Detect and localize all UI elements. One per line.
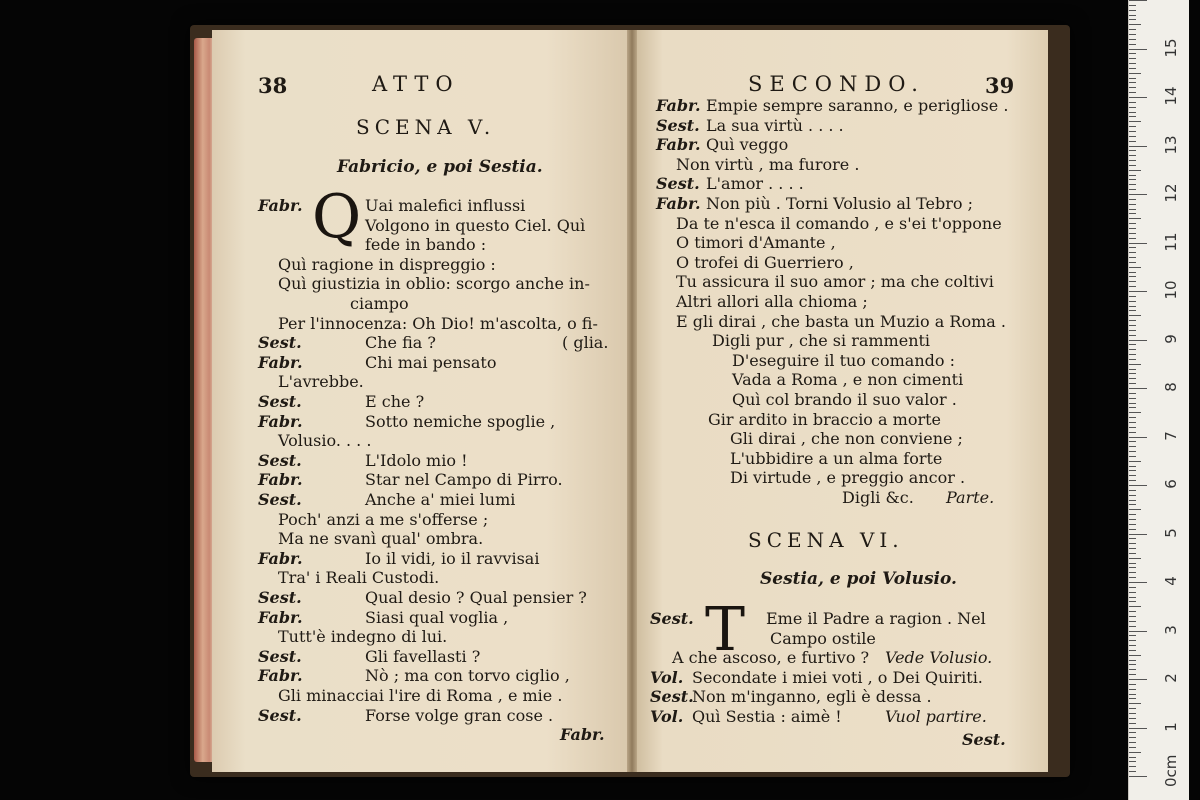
stage-direction: Parte. bbox=[946, 488, 995, 507]
speaker-label: Vol. bbox=[650, 667, 684, 687]
ruler-tick bbox=[1129, 582, 1147, 583]
ruler-tick bbox=[1129, 330, 1136, 331]
right-running-head: SECONDO. bbox=[748, 72, 925, 96]
ruler-tick bbox=[1129, 543, 1136, 544]
speaker-label: Fabr. bbox=[258, 548, 303, 568]
ruler-tick bbox=[1129, 228, 1136, 229]
ruler-tick bbox=[1129, 398, 1136, 399]
ruler-label: 6 bbox=[1162, 479, 1180, 489]
ruler-tick bbox=[1129, 534, 1147, 535]
ruler-tick bbox=[1129, 272, 1136, 273]
verse-line: Quì veggo bbox=[706, 135, 789, 155]
ruler-tick bbox=[1129, 757, 1136, 758]
ruler-tick bbox=[1129, 388, 1147, 389]
ruler-tick bbox=[1129, 674, 1136, 675]
ruler-tick bbox=[1129, 82, 1136, 83]
verse-line: Tutt'è indegno di lui. bbox=[278, 627, 448, 647]
ruler-tick bbox=[1129, 320, 1136, 321]
ruler-tick bbox=[1129, 475, 1136, 476]
ruler-tick bbox=[1129, 262, 1136, 263]
stage-direction: Vuol partire. bbox=[885, 707, 987, 726]
ruler-tick bbox=[1129, 155, 1136, 156]
verse-line: Di virtude , e preggio ancor . bbox=[730, 468, 966, 488]
ruler-tick bbox=[1129, 451, 1136, 452]
ruler-tick bbox=[1129, 146, 1147, 147]
ruler-label: 13 bbox=[1162, 134, 1180, 155]
verse-line: L'Idolo mio ! bbox=[365, 450, 468, 470]
speaker-label: Sest. bbox=[258, 705, 302, 725]
verse-line: fede in bando : bbox=[365, 235, 487, 255]
ruler-tick bbox=[1129, 718, 1136, 719]
ruler-tick bbox=[1129, 209, 1136, 210]
speaker-label: Fabr. bbox=[258, 352, 303, 372]
ruler-tick bbox=[1129, 713, 1136, 714]
verse-line: Gli dirai , che non conviene ; bbox=[730, 429, 963, 449]
ruler-tick bbox=[1129, 393, 1136, 394]
verse-line: Io il vidi, io il ravvisai bbox=[365, 548, 540, 568]
ruler-tick bbox=[1129, 500, 1136, 501]
ruler-tick bbox=[1129, 238, 1136, 239]
ruler-tick bbox=[1129, 233, 1136, 234]
ruler-tick bbox=[1129, 456, 1136, 457]
verse-line: Tu assicura il suo amor ; ma che coltivi bbox=[676, 272, 994, 292]
speaker-label: Fabr. bbox=[258, 411, 303, 431]
ruler-tick bbox=[1129, 669, 1136, 670]
verse-line: Nò ; ma con torvo ciglio , bbox=[365, 666, 570, 686]
ruler-tick bbox=[1129, 344, 1136, 345]
right-scene-title: SCENA VI. bbox=[748, 528, 904, 552]
ruler-tick bbox=[1129, 563, 1136, 564]
speaker-label: Vol. bbox=[650, 707, 684, 726]
ruler-tick bbox=[1129, 34, 1136, 35]
speaker-label: Sest. bbox=[650, 609, 694, 628]
verse-line: Vada a Roma , e non cimenti bbox=[732, 370, 964, 390]
ruler-tick bbox=[1129, 281, 1136, 282]
verse-line: Gli favellasti ? bbox=[365, 646, 481, 666]
ruler-tick bbox=[1129, 417, 1136, 418]
ruler-label: 1 bbox=[1162, 721, 1180, 732]
ruler-tick bbox=[1129, 422, 1136, 423]
ruler-tick bbox=[1129, 606, 1141, 607]
speaker-label: Sest. bbox=[258, 588, 302, 607]
verse-line: Quì col brando il suo valor . bbox=[732, 390, 957, 409]
ruler-tick bbox=[1129, 44, 1136, 45]
ruler-tick bbox=[1129, 689, 1136, 690]
ruler-tick bbox=[1129, 373, 1136, 374]
speaker-label: Fabr. bbox=[656, 96, 701, 115]
ruler-tick bbox=[1129, 558, 1141, 559]
verse-line: Tra' i Reali Custodi. bbox=[278, 568, 440, 588]
verse-line: Poch' anzi a me s'offerse ; bbox=[278, 509, 489, 529]
verse-line: Digli &c. bbox=[842, 488, 914, 507]
ruler-tick bbox=[1129, 213, 1136, 214]
ruler-label: 11 bbox=[1162, 231, 1180, 252]
speaker-label: Fabr. bbox=[258, 470, 303, 490]
ruler-tick bbox=[1129, 136, 1136, 137]
ruler-tick bbox=[1129, 359, 1136, 360]
verse-line: Eme il Padre a ragion . Nel bbox=[766, 609, 986, 628]
ruler-tick bbox=[1129, 354, 1136, 355]
ruler-label: 3 bbox=[1162, 624, 1180, 635]
verse-line: Forse volge gran cose . bbox=[365, 705, 554, 725]
ruler-tick bbox=[1129, 131, 1136, 132]
ruler-tick bbox=[1129, 737, 1136, 738]
ruler-tick bbox=[1129, 276, 1136, 277]
ruler-tick bbox=[1129, 116, 1136, 117]
ruler-tick bbox=[1129, 621, 1136, 622]
ruler-tick bbox=[1129, 437, 1147, 438]
ruler-tick bbox=[1129, 364, 1141, 365]
ruler-tick bbox=[1129, 121, 1141, 122]
ruler-label: 8 bbox=[1162, 382, 1180, 392]
ruler-tick bbox=[1129, 291, 1147, 292]
verse-line: Per l'innocenza: Oh Dio! m'ascolta, o fi- bbox=[278, 313, 598, 333]
ruler-tick bbox=[1129, 466, 1136, 467]
ruler-tick bbox=[1129, 243, 1147, 244]
ruler-tick bbox=[1129, 660, 1136, 661]
ruler-tick bbox=[1129, 403, 1136, 404]
verse-line: Qual desio ? Qual pensier ? bbox=[365, 588, 587, 607]
ruler-tick bbox=[1129, 58, 1136, 59]
ruler-tick bbox=[1129, 698, 1136, 699]
right-drop-cap: T bbox=[705, 595, 746, 665]
verse-line: Altri allori alla chioma ; bbox=[676, 292, 868, 311]
ruler-tick bbox=[1129, 349, 1136, 350]
ruler-tick bbox=[1129, 485, 1147, 486]
ruler-tick bbox=[1129, 335, 1136, 336]
ruler-tick bbox=[1129, 548, 1136, 549]
ruler-tick bbox=[1129, 165, 1136, 166]
ruler-tick bbox=[1129, 708, 1136, 709]
ruler-tick bbox=[1129, 747, 1136, 748]
ruler-tick bbox=[1129, 286, 1136, 287]
verse-line: Gli minacciai l'ire di Roma , e mie . bbox=[278, 686, 563, 705]
verse-line: Empie sempre saranno, e perigliose . bbox=[706, 96, 1009, 115]
ruler-tick bbox=[1129, 15, 1136, 16]
verse-line: Quì giustizia in oblio: scorgo anche in- bbox=[278, 274, 590, 294]
ruler-tick bbox=[1129, 679, 1147, 680]
ruler-tick bbox=[1129, 170, 1141, 171]
ruler-tick bbox=[1129, 223, 1136, 224]
speaker-label: Fabr. bbox=[656, 135, 701, 155]
ruler-tick bbox=[1129, 189, 1136, 190]
speaker-label: Fabr. bbox=[258, 196, 303, 215]
ruler-tick bbox=[1129, 752, 1141, 753]
ruler-tick bbox=[1129, 427, 1136, 428]
ruler-tick bbox=[1129, 766, 1136, 767]
ruler-tick bbox=[1129, 490, 1136, 491]
ruler-label: 4 bbox=[1162, 576, 1180, 586]
ruler-tick bbox=[1129, 218, 1141, 219]
ruler-tick bbox=[1129, 10, 1136, 11]
ruler-tick bbox=[1129, 553, 1136, 554]
verse-line: Anche a' miei lumi bbox=[365, 490, 516, 509]
ruler-tick bbox=[1129, 650, 1136, 651]
ruler-tick bbox=[1129, 432, 1136, 433]
ruler-tick bbox=[1129, 306, 1136, 307]
stage-direction: ( glia. bbox=[562, 333, 609, 353]
ruler-tick bbox=[1129, 771, 1136, 772]
left-catchword: Fabr. bbox=[560, 725, 605, 744]
verse-line: A che ascoso, e furtivo ? bbox=[672, 648, 870, 668]
verse-line: Da te n'esca il comando , e s'ei t'oppone bbox=[676, 213, 1002, 233]
verse-line: Volusio. . . . bbox=[278, 431, 372, 451]
stage-direction: Vede Volusio. bbox=[885, 648, 993, 668]
ruler-tick bbox=[1129, 631, 1147, 632]
ruler-tick bbox=[1129, 315, 1141, 316]
ruler-tick bbox=[1129, 141, 1136, 142]
verse-line: Campo ostile bbox=[770, 628, 876, 648]
right-catchword: Sest. bbox=[962, 730, 1006, 749]
ruler-tick bbox=[1129, 0, 1147, 1]
left-running-head: ATTO bbox=[372, 72, 460, 96]
verse-line: Chi mai pensato bbox=[365, 352, 497, 372]
ruler-tick bbox=[1129, 92, 1136, 93]
ruler-tick bbox=[1129, 78, 1136, 79]
ruler-tick bbox=[1129, 480, 1136, 481]
ruler-tick bbox=[1129, 495, 1136, 496]
verse-line: D'eseguire il tuo comando : bbox=[732, 350, 955, 370]
ruler-tick bbox=[1129, 369, 1136, 370]
ruler-tick bbox=[1129, 199, 1136, 200]
ruler-tick bbox=[1129, 645, 1136, 646]
ruler-tick bbox=[1129, 509, 1141, 510]
speaker-label: Fabr. bbox=[258, 666, 303, 686]
ruler-tick bbox=[1129, 247, 1136, 248]
ruler-tick bbox=[1129, 19, 1136, 20]
ruler-tick bbox=[1129, 446, 1136, 447]
ruler-tick bbox=[1129, 5, 1136, 6]
speaker-label: Sest. bbox=[650, 687, 694, 707]
ruler-tick bbox=[1129, 252, 1136, 253]
left-scene-characters: Fabricio, e poi Sestia. bbox=[337, 157, 543, 177]
ruler-tick bbox=[1129, 126, 1136, 127]
ruler-tick bbox=[1129, 524, 1136, 525]
ruler-tick bbox=[1129, 597, 1136, 598]
ruler-tick bbox=[1129, 626, 1136, 627]
ruler-tick bbox=[1129, 107, 1136, 108]
verse-line: L'ubbidire a un alma forte bbox=[730, 448, 943, 468]
ruler-label: 0cm bbox=[1162, 754, 1180, 787]
ruler-tick bbox=[1129, 514, 1136, 515]
verse-line: La sua virtù . . . . bbox=[706, 115, 844, 135]
ruler-tick bbox=[1129, 635, 1136, 636]
left-scene-title: SCENA V. bbox=[356, 115, 496, 139]
ruler-tick bbox=[1129, 611, 1136, 612]
verse-line: Secondate i miei voti , o Dei Quiriti. bbox=[692, 667, 983, 687]
verse-line: Che fia ? bbox=[365, 333, 436, 353]
verse-line: Ma ne svanì qual' ombra. bbox=[278, 529, 484, 549]
verse-line: Gir ardito in braccio a morte bbox=[708, 409, 941, 429]
ruler-tick bbox=[1129, 63, 1136, 64]
verse-line: Siasi qual voglia , bbox=[365, 607, 509, 627]
ruler-tick bbox=[1129, 204, 1136, 205]
ruler-tick bbox=[1129, 694, 1136, 695]
ruler-tick bbox=[1129, 296, 1136, 297]
ruler-tick bbox=[1129, 470, 1136, 471]
book-gutter bbox=[627, 30, 637, 772]
ruler-tick bbox=[1129, 39, 1136, 40]
ruler-tick bbox=[1129, 776, 1147, 777]
ruler-tick bbox=[1129, 87, 1136, 88]
ruler-tick bbox=[1129, 761, 1136, 762]
ruler-tick bbox=[1129, 655, 1141, 656]
ruler-tick bbox=[1129, 703, 1141, 704]
verse-line: O trofei di Guerriero , bbox=[676, 252, 854, 272]
ruler-tick bbox=[1129, 461, 1141, 462]
ruler-tick bbox=[1129, 572, 1136, 573]
ruler-tick bbox=[1129, 577, 1136, 578]
ruler-tick bbox=[1129, 325, 1136, 326]
verse-line: Non m'inganno, egli è dessa . bbox=[692, 687, 932, 707]
ruler-tick bbox=[1129, 160, 1136, 161]
left-page-number: 38 bbox=[258, 73, 288, 98]
speaker-label: Sest. bbox=[258, 646, 302, 666]
speaker-label: Fabr. bbox=[258, 607, 303, 627]
ruler-tick bbox=[1129, 383, 1136, 384]
ruler-tick bbox=[1129, 592, 1136, 593]
ruler-tick bbox=[1129, 97, 1147, 98]
verse-line: L'amor . . . . bbox=[706, 174, 804, 194]
right-scene-characters: Sestia, e poi Volusio. bbox=[760, 569, 957, 589]
ruler-tick bbox=[1129, 184, 1136, 185]
ruler-tick bbox=[1129, 407, 1136, 408]
ruler-label: 12 bbox=[1162, 183, 1180, 203]
ruler-label: 5 bbox=[1162, 527, 1180, 538]
ruler-tick bbox=[1129, 112, 1136, 113]
verse-line: Digli pur , che si rammenti bbox=[712, 331, 931, 351]
ruler-label: 15 bbox=[1162, 37, 1180, 58]
ruler-tick bbox=[1129, 664, 1136, 665]
ruler-tick bbox=[1129, 529, 1136, 530]
ruler-label: 14 bbox=[1162, 86, 1180, 106]
ruler-tick bbox=[1129, 267, 1141, 268]
ruler-tick bbox=[1129, 538, 1136, 539]
verse-line: L'avrebbe. bbox=[278, 372, 364, 392]
ruler-tick bbox=[1129, 257, 1136, 258]
right-page-number: 39 bbox=[985, 73, 1015, 98]
speaker-label: Sest. bbox=[258, 333, 302, 353]
verse-line: Non più . Torni Volusio al Tebro ; bbox=[706, 194, 973, 213]
ruler-tick bbox=[1129, 102, 1136, 103]
ruler-tick bbox=[1129, 732, 1136, 733]
ruler-tick bbox=[1129, 24, 1141, 25]
verse-line: Star nel Campo di Pirro. bbox=[365, 470, 563, 490]
ruler-tick bbox=[1129, 29, 1136, 30]
ruler-tick bbox=[1129, 684, 1136, 685]
ruler-tick bbox=[1129, 73, 1141, 74]
ruler-tick bbox=[1129, 567, 1136, 568]
ruler-tick bbox=[1129, 742, 1136, 743]
verse-line: E gli dirai , che basta un Muzio a Roma . bbox=[676, 311, 1006, 331]
ruler-tick bbox=[1129, 616, 1136, 617]
speaker-label: Sest. bbox=[258, 490, 302, 509]
verse-line: O timori d'Amante , bbox=[676, 233, 836, 253]
ruler-tick bbox=[1129, 441, 1136, 442]
speaker-label: Sest. bbox=[258, 450, 302, 470]
ruler-label: 9 bbox=[1162, 333, 1180, 344]
speaker-label: Sest. bbox=[258, 392, 302, 411]
speaker-label: Fabr. bbox=[656, 194, 701, 213]
ruler-tick bbox=[1129, 68, 1136, 69]
measuring-ruler bbox=[1128, 0, 1189, 800]
ruler-tick bbox=[1129, 378, 1136, 379]
ruler-tick bbox=[1129, 601, 1136, 602]
left-drop-cap: Q bbox=[312, 182, 362, 252]
speaker-label: Sest. bbox=[656, 174, 700, 194]
ruler-tick bbox=[1129, 728, 1147, 729]
verse-line: E che ? bbox=[365, 392, 425, 411]
ruler-label: 2 bbox=[1162, 673, 1180, 683]
ruler-tick bbox=[1129, 640, 1136, 641]
ruler-tick bbox=[1129, 504, 1136, 505]
verse-line: Quì Sestia : aimè ! bbox=[692, 707, 842, 726]
ruler-tick bbox=[1129, 53, 1136, 54]
speaker-label: Sest. bbox=[656, 115, 700, 135]
ruler-tick bbox=[1129, 179, 1136, 180]
ruler-tick bbox=[1129, 519, 1136, 520]
ruler-tick bbox=[1129, 301, 1136, 302]
ruler-label: 10 bbox=[1162, 280, 1180, 300]
verse-line: Quì ragione in dispreggio : bbox=[278, 254, 496, 274]
ruler-label: 7 bbox=[1162, 430, 1180, 441]
ruler-tick bbox=[1129, 49, 1147, 50]
ruler-tick bbox=[1129, 340, 1147, 341]
ruler-tick bbox=[1129, 150, 1136, 151]
ruler-tick bbox=[1129, 587, 1136, 588]
ruler-tick bbox=[1129, 194, 1147, 195]
ruler-tick bbox=[1129, 412, 1141, 413]
verse-line: Non virtù , ma furore . bbox=[676, 154, 860, 174]
ruler-tick bbox=[1129, 175, 1136, 176]
verse-line: ciampo bbox=[350, 294, 409, 313]
verse-line: Sotto nemiche spoglie , bbox=[365, 411, 556, 431]
verse-line: Volgono in questo Ciel. Quì bbox=[365, 215, 586, 235]
verse-line: Uai malefici influssi bbox=[365, 196, 526, 215]
ruler-tick bbox=[1129, 723, 1136, 724]
ruler-tick bbox=[1129, 310, 1136, 311]
